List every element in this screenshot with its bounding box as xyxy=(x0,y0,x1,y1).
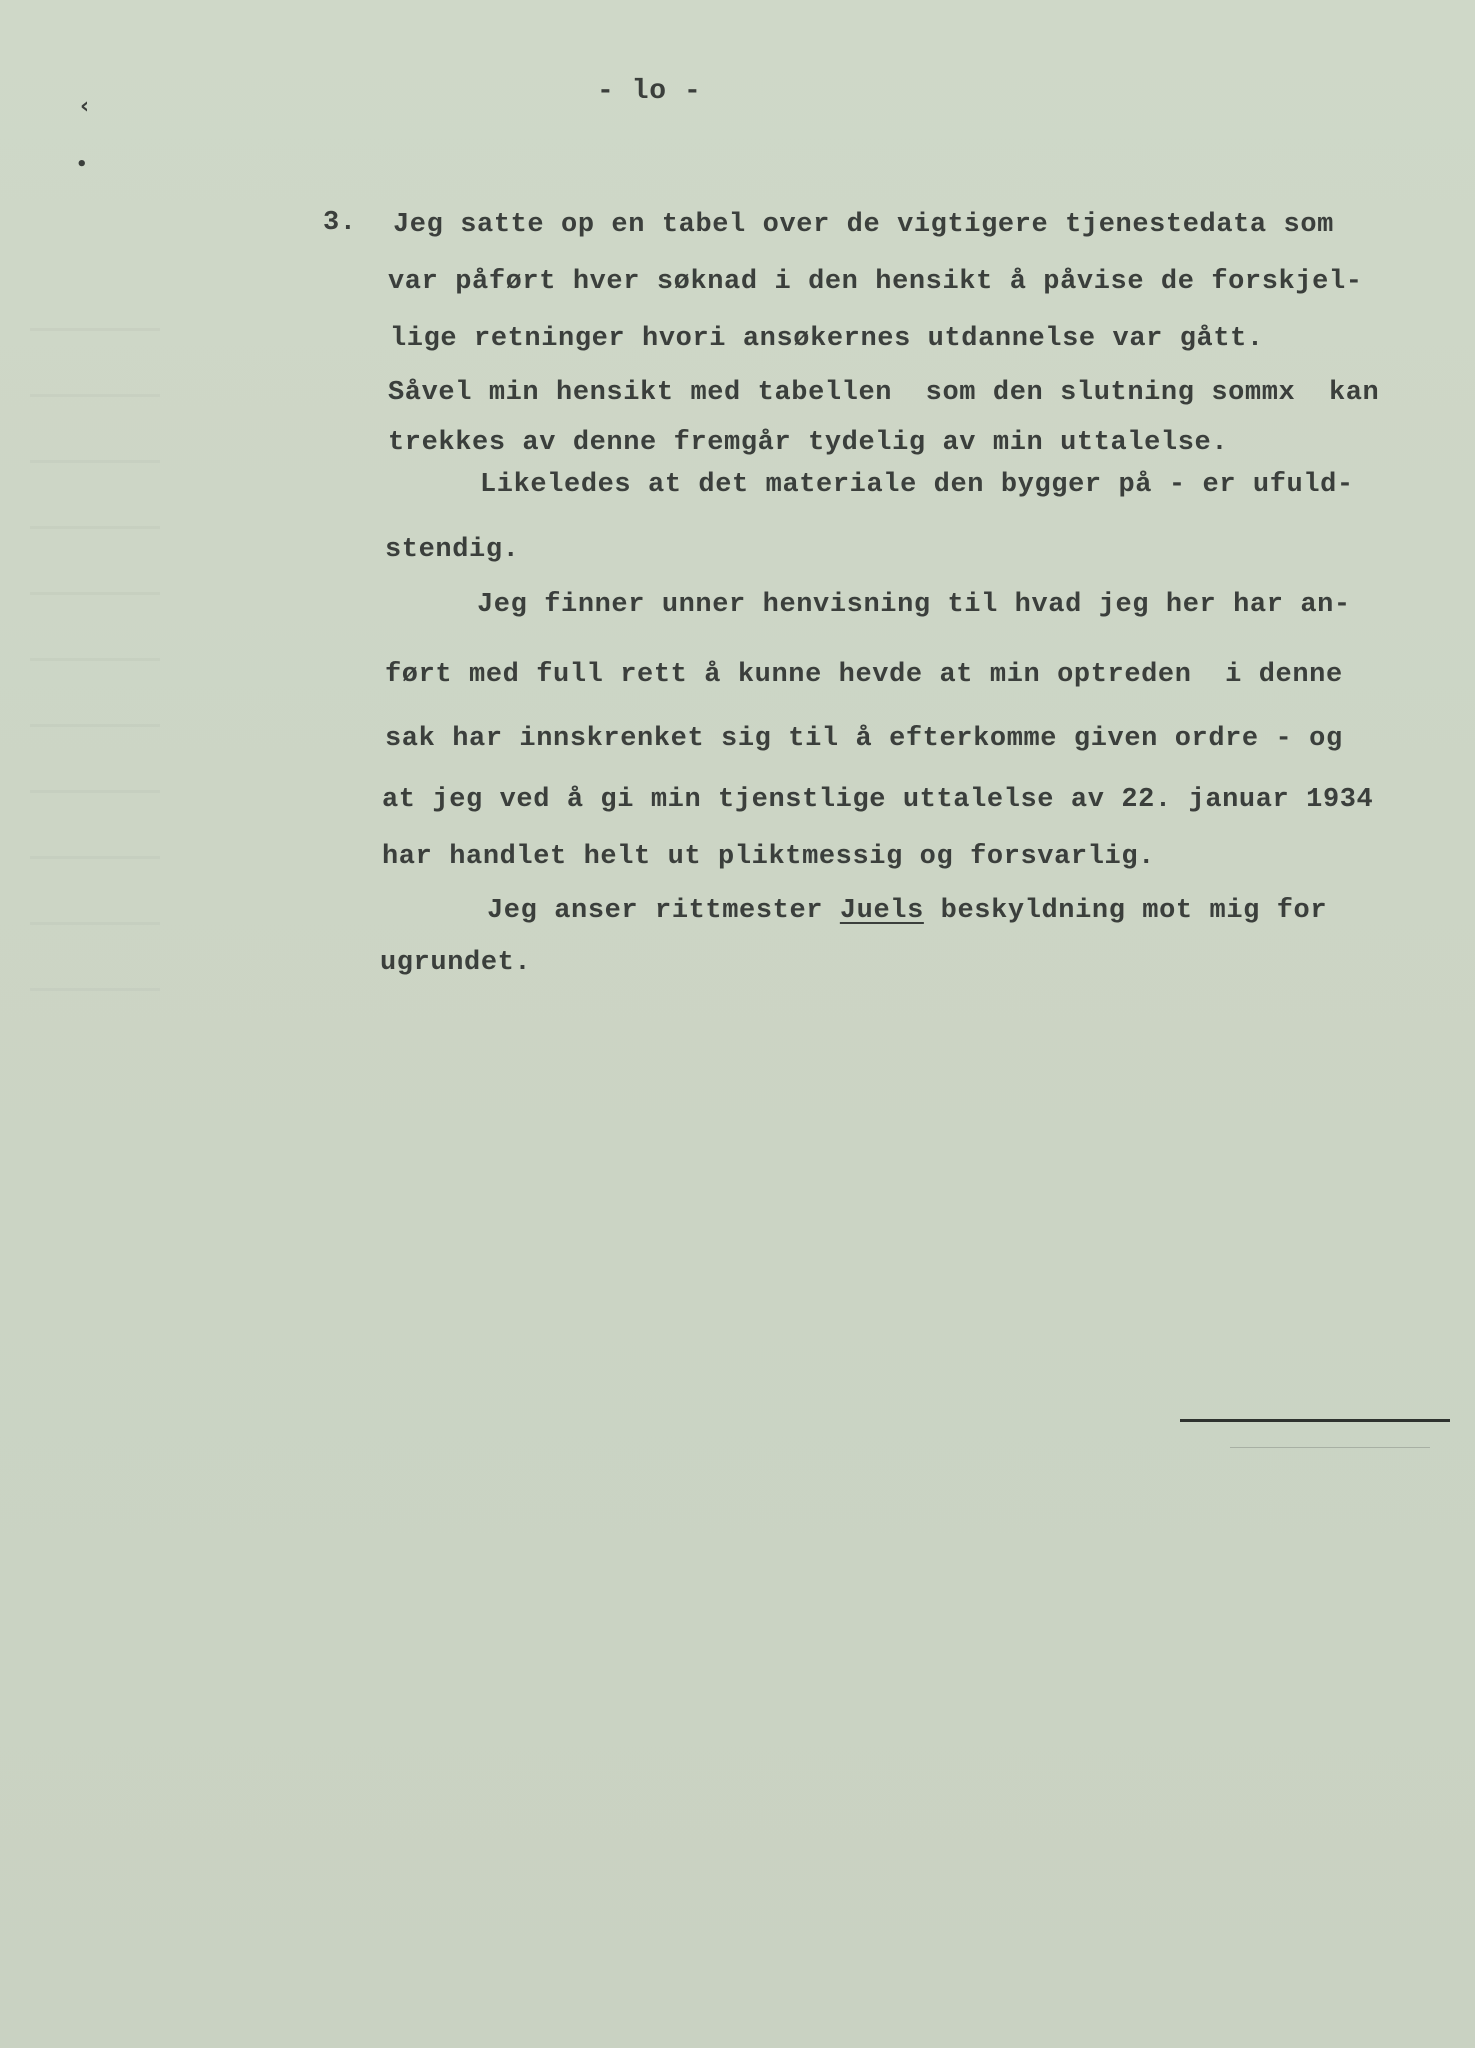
margin-mark-dot: • xyxy=(76,154,88,175)
paragraph-finner-line-2: ført med full rett å kunne hevde at min optreden i denne xyxy=(385,660,1343,690)
underlined-name-juels: Juels xyxy=(839,896,924,926)
paragraph-likeledes-line-2: stendig. xyxy=(385,535,520,565)
paragraph-anser-text-before: Jeg anser rittmester xyxy=(487,896,840,926)
paragraph-anser-line-2: ugrundet. xyxy=(380,948,532,978)
bleed-through-text xyxy=(30,300,160,1000)
paragraph-finner-line-5: har handlet helt ut pliktmessig og forsvarlig. xyxy=(382,842,1155,872)
paragraph-3-number: 3. xyxy=(323,208,357,238)
paragraph-3-line-5: trekkes av denne fremgår tydelig av min uttalelse. xyxy=(388,428,1229,458)
paragraph-finner-line-4: at jeg ved å gi min tjenstlige uttalelse av 22. januar 1934 xyxy=(382,785,1374,815)
paragraph-finner-line-3: sak har innskrenket sig til å efterkomme given ordre - og xyxy=(385,724,1343,754)
paragraph-anser-line-1 xyxy=(487,898,1327,925)
paragraph-3-line-1: Jeg satte op en tabel over de vigtigere tjenestedata som xyxy=(393,210,1334,240)
closing-rule-shadow xyxy=(1230,1447,1430,1448)
margin-mark-top: ‹ xyxy=(80,94,90,119)
paragraph-3-line-4: Såvel min hensikt med tabellen som den slutning sommx kan xyxy=(388,378,1380,408)
paragraph-3-line-3: lige retninger hvori ansøkernes utdannelse var gått. xyxy=(390,324,1264,354)
paragraph-finner-line-1: Jeg finner unner henvisning til hvad jeg her har an- xyxy=(477,590,1351,620)
paragraph-3-line-2: var påført hver søknad i den hensikt å påvise de forskjel- xyxy=(388,267,1363,297)
page-number: - lo - xyxy=(597,76,702,107)
paragraph-likeledes-line-1: Likeledes at det materiale den bygger på - er ufuld- xyxy=(480,470,1354,500)
closing-rule xyxy=(1180,1419,1450,1422)
paragraph-anser-text-after: beskyldning mot mig for xyxy=(923,896,1328,926)
